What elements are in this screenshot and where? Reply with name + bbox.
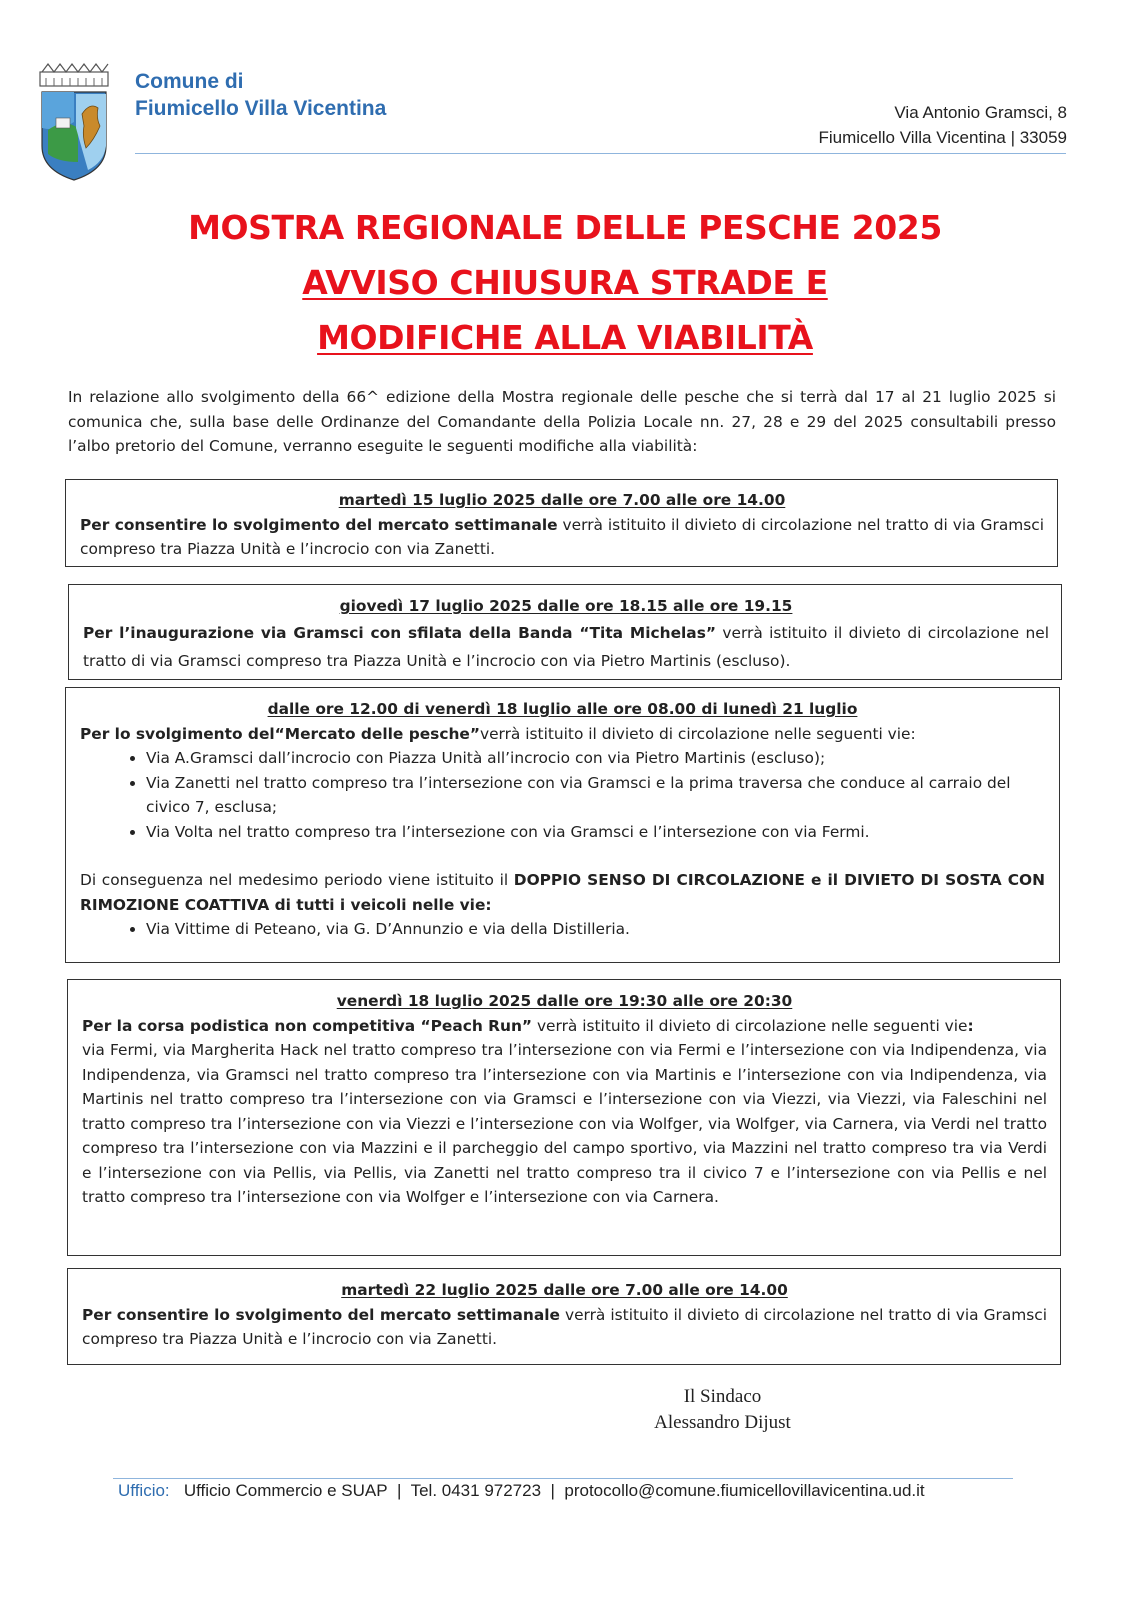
closure-box-3-bold: Per lo svolgimento del“Mercato delle pesche” [80,724,480,743]
closure-box-3 [65,687,1060,963]
closure-box-1 [65,479,1058,567]
closure-box-2-bold: Per l’inaugurazione via Gramsci con sfilata della Banda “Tita Michelas” [83,623,716,642]
closure-box-3-consequence [80,868,1045,917]
footer-office: Ufficio Commercio e SUAP [183,1481,388,1500]
closure-box-3-text [80,722,1045,747]
closure-box-5-bold: Per consentire lo svolgimento del mercato settimanale [82,1305,560,1324]
closure-box-2-heading: giovedì 17 luglio 2025 dalle ore 18.15 alle ore 19.15 [339,597,793,615]
closure-box-4 [67,979,1061,1256]
closure-box-3-consequence-bold: DOPPIO SENSO DI CIRCOLAZIONE e il DIVIETO DI SOSTA CON RIMOZIONE COATTIVA di tutti i veicoli nelle vie: [80,871,1045,914]
municipality-name-line2: Fiumicello Villa Vicentina [135,97,387,120]
municipal-crest-icon [38,62,110,182]
closure-box-1-bold: Per consentire lo svolgimento del mercato settimanale [80,515,558,534]
closure-box-3-parking-list [80,917,1045,942]
footer-separator: | [397,1481,402,1500]
closure-box-2 [68,584,1062,680]
title-line1: MOSTRA REGIONALE DELLE PESCHE 2025 [188,208,942,247]
notice-title [0,200,1130,365]
closure-box-5-heading: martedì 22 luglio 2025 dalle ore 7.00 alle ore 14.00 [341,1281,788,1299]
closure-box-4-bold: Per la corsa podistica non competitiva “Peach Run” [82,1016,533,1035]
letterhead [0,0,1130,190]
closure-box-2-body: verrà istituito il divieto di circolazione nel tratto di via Gramsci compreso tra Piazza Unità e l’incrocio con via Pietro Martinis (escluso). [83,623,1049,670]
closure-box-3-consequence-text: Di conseguenza nel medesimo periodo viene istituito il [80,871,514,889]
signature-block [640,1384,805,1436]
closure-box-2-text [83,619,1049,675]
list-item: • Via A.Gramsci dall’incrocio con Piazza Unità all’incrocio con via Pietro Martinis (escluso); [146,746,1045,771]
header-divider [135,153,1066,154]
closure-box-4-body: verrà istituito il divieto di circolazione nelle seguenti vie [532,1016,968,1035]
closure-box-3-street-list [80,746,1045,844]
closure-box-1-text [80,513,1044,562]
closure-box-4-heading: venerdì 18 luglio 2025 dalle ore 19:30 alle ore 20:30 [336,992,793,1010]
footer [118,1481,1078,1501]
closure-box-4-route: via Fermi, via Margherita Hack nel tratto compreso tra l’intersezione con via Fermi e l’intersezione con via Indipendenza, via Indipendenza, via Gramsci nel tratto compreso tra l’intersezione con via Martinis e l’intersezione con via Indipendenza, via Martinis nel tratto compreso tra l’intersezione con via Gramsci e l’intersezione con via Viezzi, via Viezzi, via Faleschini nel tratto compreso tra l’intersezione con via Viezzi e l’intersezione con via Wolfger, via Wolfger, via Carnera, via Verdi nel tratto compreso tra l’intersezione con via Mazzini e il parcheggio del campo sportivo, via Mazzini nel tratto compreso tra via Verdi e l’intersezione con via Pellis, via Pellis, via Zanetti nel tratto compreso tra il civico 7 e l’intersezione con via Pellis e nel tratto compreso tra l’intersezione con via Wolfger e l’intersezione con via Carnera. [82,1041,1047,1206]
municipality-address [818,100,1067,150]
closure-box-1-heading: martedì 15 luglio 2025 dalle ore 7.00 alle ore 14.00 [338,491,786,509]
closure-box-4-colon: : [967,1016,974,1035]
closure-box-5-body: verrà istituito il divieto di circolazione nel tratto di via Gramsci compreso tra Piazza Unità e l’incrocio con via Zanetti. [82,1305,1048,1348]
closure-box-5-text [82,1303,1047,1352]
list-item: • Via Volta nel tratto compreso tra l’intersezione con via Gramsci e l’intersezione con via Fermi. [146,820,1045,845]
closure-box-1-body: verrà istituito il divieto di circolazione nel tratto di via Gramsci compreso tra Piazza Unità e l’incrocio con via Zanetti. [80,515,1044,558]
footer-phone: Tel. 0431 972723 [410,1481,542,1500]
footer-label: Ufficio: [118,1481,170,1500]
footer-divider [113,1478,1013,1479]
closure-box-3-heading: dalle ore 12.00 di venerdì 18 luglio alle ore 08.00 di lunedì 21 luglio [267,700,858,718]
closure-box-5 [67,1268,1061,1365]
title-line2-text: AVVISO CHIUSURA STRADE E [302,263,828,302]
intro-paragraph: In relazione allo svolgimento della 66^ edizione della Mostra regionale delle pesche che si terrà dal 17 al 21 luglio 2025 si comunica che, sulla base delle Ordinanze del Comandante della Polizia Locale nn. 27, 28 e 29 del 2025 consultabili presso l’albo pretorio del Comune, verranno eseguite le seguenti modifiche alla viabilità: [68,388,1056,455]
signature-role: Il Sindaco [683,1386,762,1407]
closure-box-3-body: verrà istituito il divieto di circolazione nelle seguenti vie: [479,724,916,743]
address-city: Fiumicello Villa Vicentina | 33059 [818,128,1067,147]
list-item: • Via Zanetti nel tratto compreso tra l’intersezione con via Gramsci e la prima traversa che conduce al carraio del civico 7, esclusa; [146,771,1045,820]
municipality-name-line1: Comune di [135,70,244,93]
footer-separator: | [550,1481,555,1500]
title-line3-text: MODIFICHE ALLA VIABILITÀ [317,318,813,357]
title-line2 [0,255,1130,310]
address-street: Via Antonio Gramsci, 8 [894,103,1067,122]
footer-email: protocollo@comune.fiumicellovillavicentina.ud.it [564,1481,925,1500]
municipality-name [135,68,386,122]
closure-box-4-text [82,1014,1047,1039]
title-line3 [0,310,1130,365]
signature-name: Alessandro Dijust [654,1412,791,1433]
list-item: • Via Vittime di Peteano, via G. D’Annunzio e via della Distilleria. [146,917,1045,942]
